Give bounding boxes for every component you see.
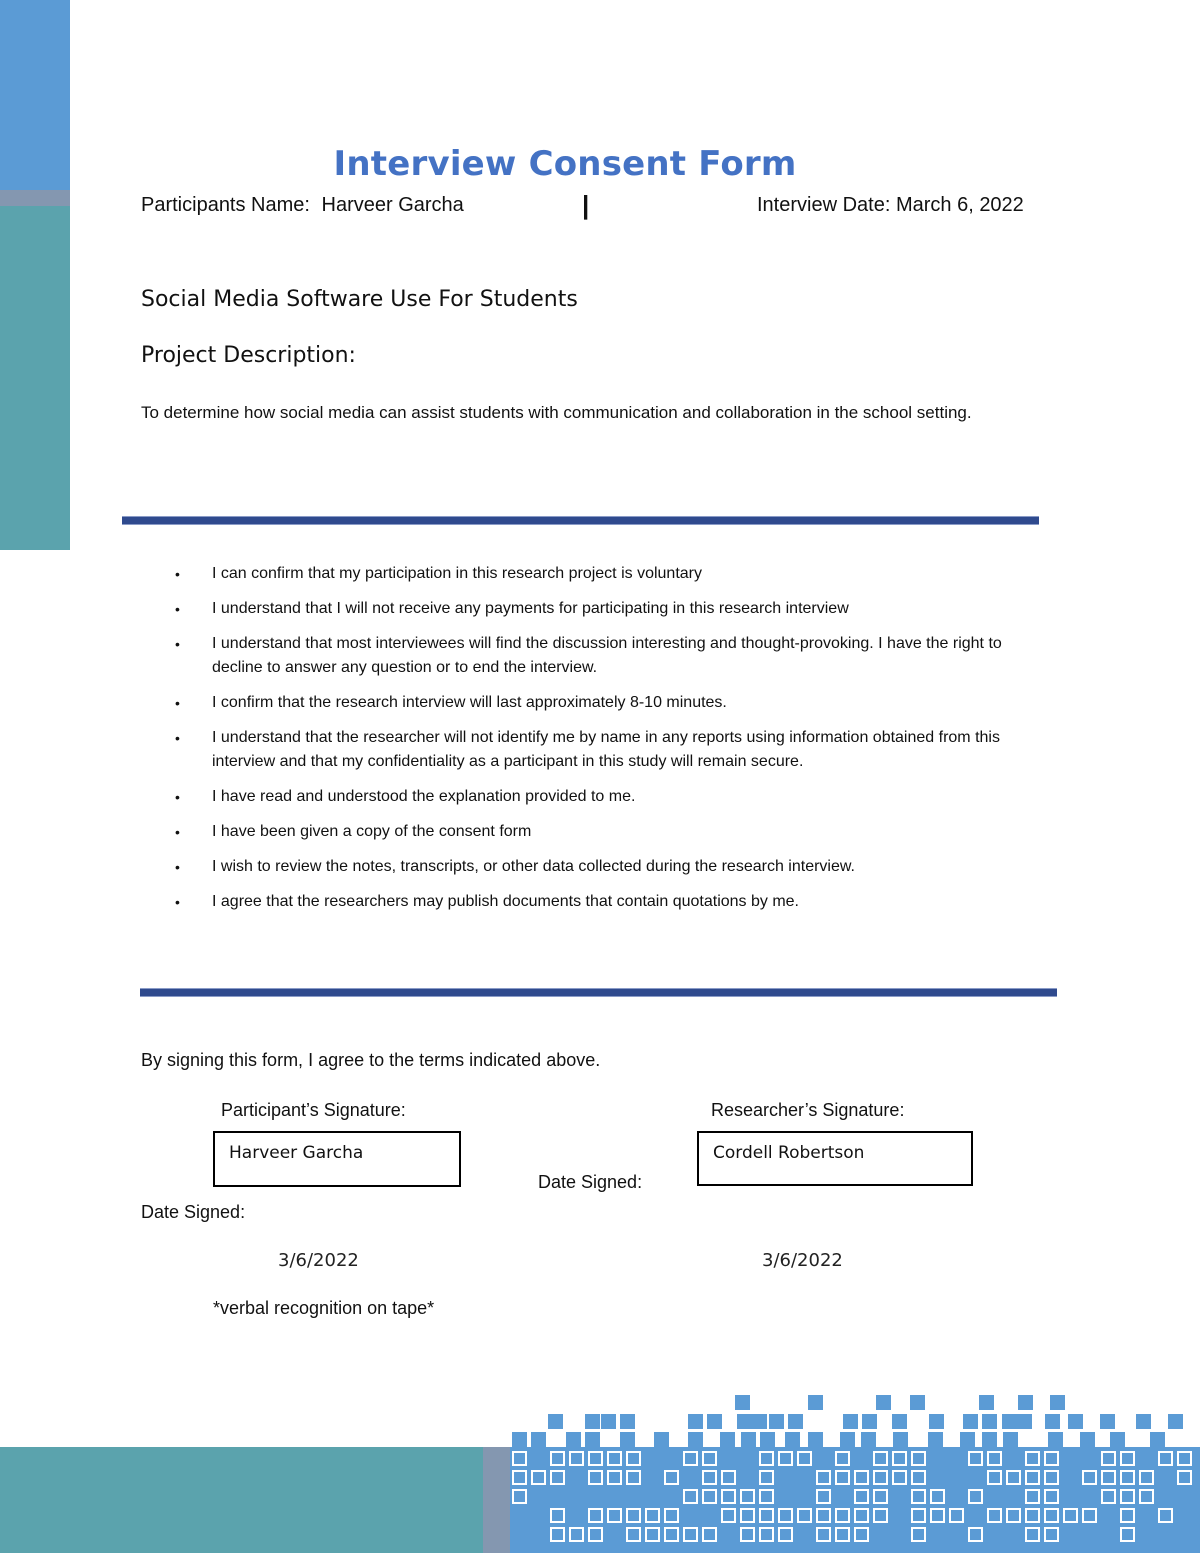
pixel-outline-square bbox=[626, 1470, 641, 1485]
researcher-date-signed-label: Date Signed: bbox=[538, 1172, 643, 1192]
pixel-outline-square bbox=[1101, 1470, 1116, 1485]
pixel-square bbox=[741, 1432, 756, 1447]
pixel-outline-square bbox=[1006, 1470, 1021, 1485]
pixel-outline-square bbox=[1101, 1451, 1116, 1466]
pixel-square bbox=[1002, 1414, 1017, 1429]
pixel-outline-square bbox=[626, 1451, 641, 1466]
pixel-outline-square bbox=[1044, 1470, 1059, 1485]
pixel-square bbox=[876, 1395, 891, 1410]
pixel-square bbox=[585, 1432, 600, 1447]
pixel-outline-square bbox=[911, 1489, 926, 1504]
pixel-square bbox=[688, 1414, 703, 1429]
pixel-square bbox=[861, 1432, 876, 1447]
pixel-square bbox=[1017, 1414, 1032, 1429]
pixel-outline-square bbox=[873, 1489, 888, 1504]
pixel-outline-square bbox=[778, 1451, 793, 1466]
pixel-outline-square bbox=[1101, 1489, 1116, 1504]
pixel-outline-square bbox=[664, 1470, 679, 1485]
pixel-outline-square bbox=[930, 1508, 945, 1523]
pixel-outline-square bbox=[873, 1451, 888, 1466]
pixel-outline-square bbox=[987, 1470, 1002, 1485]
consent-clause-text: I have read and understood the explanation provided to me. bbox=[212, 788, 636, 805]
pixel-outline-square bbox=[759, 1508, 774, 1523]
pixel-square bbox=[1080, 1432, 1095, 1447]
pixel-outline-square bbox=[645, 1527, 660, 1542]
pixel-outline-square bbox=[835, 1451, 850, 1466]
pixel-square bbox=[979, 1395, 994, 1410]
pixel-outline-square bbox=[531, 1470, 546, 1485]
researcher-signature-label: Researcher’s Signature: bbox=[711, 1100, 905, 1120]
consent-clause-text: I agree that the researchers may publish documents that contain quotations by me. bbox=[212, 893, 799, 910]
pixel-outline-square bbox=[816, 1508, 831, 1523]
pixel-outline-square bbox=[607, 1470, 622, 1485]
pixel-outline-square bbox=[588, 1451, 603, 1466]
pixel-square bbox=[620, 1414, 635, 1429]
bullet-icon: • bbox=[175, 824, 180, 840]
pixel-outline-square bbox=[1082, 1508, 1097, 1523]
pixel-outline-square bbox=[683, 1451, 698, 1466]
bullet-icon: • bbox=[175, 894, 180, 910]
pixel-outline-square bbox=[797, 1508, 812, 1523]
pixel-outline-square bbox=[550, 1527, 565, 1542]
pixel-outline-square bbox=[607, 1451, 622, 1466]
pixel-square bbox=[707, 1414, 722, 1429]
pixel-outline-square bbox=[607, 1508, 622, 1523]
pixel-outline-square bbox=[816, 1527, 831, 1542]
pixel-outline-square bbox=[721, 1489, 736, 1504]
pixel-outline-square bbox=[588, 1470, 603, 1485]
participant-name-value: Harveer Garcha bbox=[321, 194, 464, 216]
pixel-outline-square bbox=[854, 1508, 869, 1523]
project-title: Social Media Software Use For Students bbox=[141, 287, 578, 312]
pixel-square bbox=[735, 1395, 750, 1410]
bullet-icon: • bbox=[175, 730, 180, 746]
pixel-outline-square bbox=[702, 1489, 717, 1504]
pixel-outline-square bbox=[987, 1508, 1002, 1523]
participant-signature-label: Participant’s Signature: bbox=[221, 1100, 406, 1120]
pixel-outline-square bbox=[626, 1527, 641, 1542]
consent-clause-text: I confirm that the research interview will last approximately 8-10 minutes. bbox=[212, 694, 727, 711]
project-description: To determine how social media can assist students with communication and collaboration in the school setting. bbox=[141, 403, 972, 422]
pixel-outline-square bbox=[1120, 1527, 1135, 1542]
pixel-square bbox=[893, 1432, 908, 1447]
pixel-outline-square bbox=[968, 1527, 983, 1542]
pixel-square bbox=[760, 1432, 775, 1447]
pixel-outline-square bbox=[1139, 1470, 1154, 1485]
pixel-outline-square bbox=[911, 1451, 926, 1466]
pixel-outline-square bbox=[835, 1470, 850, 1485]
pixel-outline-square bbox=[816, 1489, 831, 1504]
pixel-square bbox=[1150, 1432, 1165, 1447]
pixel-square bbox=[585, 1414, 600, 1429]
pixel-square bbox=[654, 1432, 669, 1447]
header-separator: | bbox=[582, 190, 590, 220]
pixel-square bbox=[620, 1432, 635, 1447]
project-description-heading: Project Description: bbox=[141, 343, 356, 368]
pixel-outline-square bbox=[512, 1451, 527, 1466]
pixel-square bbox=[1136, 1414, 1151, 1429]
consent-clause-text: I understand that most interviewees will find the discussion interesting and thought-provoking. I have the right to decline to answer any question or to end the interview. bbox=[212, 635, 1002, 676]
pixel-outline-square bbox=[740, 1508, 755, 1523]
pixel-square bbox=[785, 1432, 800, 1447]
pixel-outline-square bbox=[816, 1470, 831, 1485]
pixel-outline-square bbox=[569, 1527, 584, 1542]
agreement-statement: By signing this form, I agree to the terms indicated above. bbox=[141, 1050, 601, 1070]
pixel-outline-square bbox=[759, 1470, 774, 1485]
pixel-outline-square bbox=[911, 1508, 926, 1523]
pixel-outline-square bbox=[721, 1508, 736, 1523]
pixel-outline-square bbox=[1120, 1508, 1135, 1523]
pixel-outline-square bbox=[721, 1470, 736, 1485]
pixel-outline-square bbox=[1044, 1527, 1059, 1542]
consent-clause-text: I wish to review the notes, transcripts, or other data collected during the research interview. bbox=[212, 858, 855, 875]
pixel-outline-square bbox=[702, 1470, 717, 1485]
pixel-outline-square bbox=[683, 1489, 698, 1504]
pixel-outline-square bbox=[1025, 1489, 1040, 1504]
pixel-square bbox=[1168, 1414, 1183, 1429]
pixel-square bbox=[601, 1414, 616, 1429]
pixel-square bbox=[1110, 1432, 1125, 1447]
pixel-outline-square bbox=[759, 1451, 774, 1466]
pixel-outline-square bbox=[854, 1527, 869, 1542]
pixel-square bbox=[769, 1414, 784, 1429]
pixel-outline-square bbox=[512, 1470, 527, 1485]
pixel-outline-square bbox=[911, 1470, 926, 1485]
bullet-icon: • bbox=[175, 789, 180, 805]
pixel-outline-square bbox=[1120, 1489, 1135, 1504]
pixel-outline-square bbox=[626, 1508, 641, 1523]
page-title: Interview Consent Form bbox=[333, 144, 797, 184]
pixel-outline-square bbox=[968, 1489, 983, 1504]
pixel-outline-square bbox=[1158, 1508, 1173, 1523]
pixel-square bbox=[752, 1414, 767, 1429]
participant-date-signed: 3/6/2022 bbox=[278, 1250, 359, 1271]
pixel-outline-square bbox=[968, 1451, 983, 1466]
pixel-outline-square bbox=[512, 1489, 527, 1504]
pixel-square bbox=[808, 1395, 823, 1410]
pixel-outline-square bbox=[550, 1470, 565, 1485]
pixel-outline-square bbox=[778, 1527, 793, 1542]
consent-clause-text: I understand that the researcher will not identify me by name in any reports using information obtained from this interview and that my confidentiality as a participant in this study will remain secure. bbox=[212, 729, 1000, 770]
pixel-outline-square bbox=[949, 1508, 964, 1523]
pixel-outline-square bbox=[569, 1451, 584, 1466]
interview-date-label: Interview Date: bbox=[757, 194, 891, 216]
pixel-square bbox=[929, 1414, 944, 1429]
consent-clause-text: I can confirm that my participation in this research project is voluntary bbox=[212, 565, 702, 582]
pixel-outline-square bbox=[664, 1527, 679, 1542]
pixel-square bbox=[512, 1432, 527, 1447]
pixel-outline-square bbox=[740, 1527, 755, 1542]
pixel-square bbox=[982, 1432, 997, 1447]
bullet-icon: • bbox=[175, 859, 180, 875]
pixel-square bbox=[892, 1414, 907, 1429]
pixel-outline-square bbox=[588, 1508, 603, 1523]
pixel-outline-square bbox=[892, 1470, 907, 1485]
pixel-outline-square bbox=[1158, 1451, 1173, 1466]
pixel-square bbox=[960, 1432, 975, 1447]
pixel-outline-square bbox=[1177, 1451, 1192, 1466]
pixel-square bbox=[1068, 1414, 1083, 1429]
pixel-outline-square bbox=[702, 1451, 717, 1466]
pixel-square bbox=[840, 1432, 855, 1447]
bullet-icon: • bbox=[175, 601, 180, 617]
pixel-square bbox=[928, 1432, 943, 1447]
pixel-outline-square bbox=[1120, 1451, 1135, 1466]
participant-signature: Harveer Garcha bbox=[229, 1143, 364, 1163]
pixel-square bbox=[737, 1414, 752, 1429]
pixel-outline-square bbox=[1025, 1451, 1040, 1466]
pixel-outline-square bbox=[835, 1508, 850, 1523]
participant-name-label: Participants Name: bbox=[141, 194, 310, 216]
researcher-date-signed: 3/6/2022 bbox=[762, 1250, 843, 1271]
pixel-square bbox=[548, 1414, 563, 1429]
pixel-outline-square bbox=[1082, 1470, 1097, 1485]
participant-date-signed-label: Date Signed: bbox=[141, 1202, 246, 1222]
pixel-square bbox=[1045, 1414, 1060, 1429]
bullet-icon: • bbox=[175, 636, 180, 652]
pixel-square bbox=[982, 1414, 997, 1429]
pixel-outline-square bbox=[1044, 1489, 1059, 1504]
pixel-outline-square bbox=[911, 1527, 926, 1542]
pixel-square bbox=[843, 1414, 858, 1429]
bullet-icon: • bbox=[175, 566, 180, 582]
pixel-outline-square bbox=[930, 1489, 945, 1504]
pixel-outline-square bbox=[683, 1527, 698, 1542]
pixel-outline-square bbox=[1044, 1451, 1059, 1466]
researcher-signature: Cordell Robertson bbox=[713, 1143, 865, 1163]
pixel-outline-square bbox=[873, 1508, 888, 1523]
pixel-square bbox=[1003, 1432, 1018, 1447]
pixel-outline-square bbox=[1025, 1470, 1040, 1485]
pixel-outline-square bbox=[1025, 1508, 1040, 1523]
pixel-square bbox=[688, 1432, 703, 1447]
pixel-outline-square bbox=[854, 1470, 869, 1485]
pixel-square bbox=[566, 1432, 581, 1447]
verbal-recognition-note: *verbal recognition on tape* bbox=[213, 1298, 435, 1318]
pixel-square bbox=[788, 1414, 803, 1429]
pixel-outline-square bbox=[759, 1527, 774, 1542]
pixel-outline-square bbox=[740, 1489, 755, 1504]
pixel-outline-square bbox=[1063, 1508, 1078, 1523]
pixel-outline-square bbox=[987, 1451, 1002, 1466]
pixel-outline-square bbox=[778, 1508, 793, 1523]
consent-clause-text: I understand that I will not receive any payments for participating in this research interview bbox=[212, 600, 849, 617]
pixel-outline-square bbox=[588, 1527, 603, 1542]
interview-date-value: March 6, 2022 bbox=[895, 194, 1024, 216]
pixel-outline-square bbox=[664, 1508, 679, 1523]
pixel-outline-square bbox=[892, 1451, 907, 1466]
pixel-square bbox=[1050, 1395, 1065, 1410]
pixel-outline-square bbox=[873, 1470, 888, 1485]
pixel-outline-square bbox=[1120, 1470, 1135, 1485]
pixel-outline-square bbox=[1006, 1508, 1021, 1523]
pixel-square bbox=[862, 1414, 877, 1429]
bullet-icon: • bbox=[175, 695, 180, 711]
pixel-outline-square bbox=[702, 1527, 717, 1542]
pixel-square bbox=[1048, 1432, 1063, 1447]
pixel-square bbox=[963, 1414, 978, 1429]
pixel-outline-square bbox=[550, 1508, 565, 1523]
pixel-square bbox=[1100, 1414, 1115, 1429]
consent-clause-text: I have been given a copy of the consent form bbox=[212, 823, 532, 840]
pixel-square bbox=[531, 1432, 546, 1447]
pixel-outline-square bbox=[835, 1527, 850, 1542]
pixel-outline-square bbox=[797, 1451, 812, 1466]
pixel-square bbox=[720, 1432, 735, 1447]
pixel-outline-square bbox=[645, 1508, 660, 1523]
pixel-outline-square bbox=[854, 1489, 869, 1504]
pixel-outline-square bbox=[1025, 1527, 1040, 1542]
pixel-outline-square bbox=[1044, 1508, 1059, 1523]
pixel-square bbox=[910, 1395, 925, 1410]
pixel-outline-square bbox=[1139, 1489, 1154, 1504]
pixel-square bbox=[808, 1432, 823, 1447]
pixel-outline-square bbox=[550, 1451, 565, 1466]
pixel-square bbox=[1018, 1395, 1033, 1410]
pixel-outline-square bbox=[759, 1489, 774, 1504]
pixel-outline-square bbox=[1177, 1470, 1192, 1485]
